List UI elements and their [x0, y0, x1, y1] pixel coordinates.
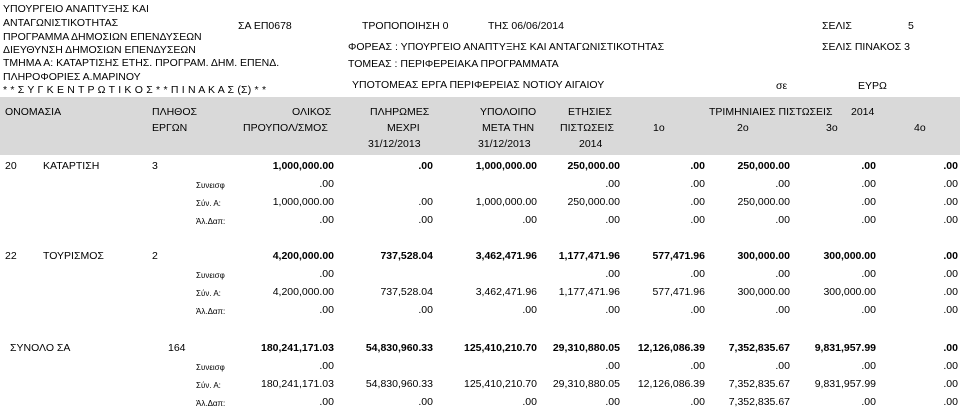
row-label: Σύν. Α:	[196, 199, 221, 208]
col-paid-2: ΜΕΧΡΙ	[387, 122, 420, 134]
cell-q3: .00	[861, 178, 876, 190]
page-number: 5	[908, 20, 914, 32]
cell-annual: 1,177,471.96	[558, 250, 620, 262]
cell-total: .00	[319, 268, 334, 280]
cell-q4: .00	[943, 396, 958, 408]
cell-annual: .00	[605, 214, 620, 226]
col-quarterly-year: 2014	[851, 106, 875, 118]
cell-q1: 577,471.96	[652, 250, 705, 262]
col-q2: 2ο	[737, 122, 749, 134]
cell-q2: .00	[775, 268, 790, 280]
ypotomeas-line: ΥΠΟΤΟΜΕΑΣ ΕΡΓΑ ΠΕΡΙΦΕΡΕΙΑΣ ΝΟΤΙΟΥ ΑΙΓΑΙΟΥ	[352, 79, 605, 91]
col-paid-3: 31/12/2013	[368, 138, 421, 150]
cell-annual: 250,000.00	[567, 160, 620, 172]
group-count: 3	[152, 160, 158, 172]
cell-rem: .00	[522, 214, 537, 226]
group-code: ΣΥΝΟΛΟ ΣΑ	[10, 342, 71, 354]
cell-q1: .00	[690, 360, 705, 372]
group-code: 22	[5, 250, 17, 262]
cell-total: 180,241,171.03	[261, 342, 334, 354]
row-label: Άλ.Δαπ:	[196, 307, 226, 316]
cell-q3: .00	[861, 396, 876, 408]
col-paid: ΠΛΗΡΩΜΕΣ	[370, 106, 430, 118]
cell-rem: 125,410,210.70	[464, 378, 537, 390]
cell-q1: .00	[690, 268, 705, 280]
cell-paid: 54,830,960.33	[365, 342, 433, 354]
cell-q4: .00	[943, 214, 958, 226]
currency: ΕΥΡΩ	[858, 80, 887, 92]
cell-annual: 29,310,880.05	[552, 378, 620, 390]
ministry-line-2: ΑΝΤΑΓΩΝΙΣΤΙΚΟΤΗΤΑΣ	[3, 17, 119, 29]
sa-code: ΣΑ ΕΠ0678	[238, 20, 292, 32]
col-name: ΟΝΟΜΑΣΙΑ	[5, 106, 62, 118]
cell-total: .00	[319, 304, 334, 316]
col-count-2: ΕΡΓΩΝ	[152, 122, 188, 134]
row-label: Συνεισφ	[196, 181, 225, 190]
cell-paid: .00	[418, 214, 433, 226]
modification-date: ΤΗΣ 06/06/2014	[488, 20, 564, 32]
cell-q3: .00	[861, 304, 876, 316]
cell-q3: 300,000.00	[823, 250, 876, 262]
col-quarterly: ΤΡΙΜΗΝΙΑΙΕΣ ΠΙΣΤΩΣΕΙΣ	[709, 106, 833, 118]
cell-total: 180,241,171.03	[261, 378, 334, 390]
cell-total: 4,200,000.00	[272, 286, 334, 298]
cell-q1: 12,126,086.39	[637, 342, 705, 354]
cell-q3: 9,831,957.99	[814, 342, 876, 354]
col-remaining-3: 31/12/2013	[478, 138, 531, 150]
cell-q4: .00	[943, 342, 958, 354]
col-q1: 1ο	[653, 122, 665, 134]
cell-q1: .00	[690, 304, 705, 316]
cell-q2: 7,352,835.67	[728, 342, 790, 354]
col-total-2: ΠΡΟΥΠΟΛ/ΣΜΟΣ	[243, 122, 328, 134]
cell-q2: 250,000.00	[737, 160, 790, 172]
cell-q1: 577,471.96	[652, 286, 705, 298]
cell-q2: 250,000.00	[737, 196, 790, 208]
unit-prefix: σε	[776, 80, 788, 92]
cell-paid: 54,830,960.33	[365, 378, 433, 390]
cell-rem: 1,000,000.00	[475, 196, 537, 208]
col-q3: 3ο	[826, 122, 838, 134]
directorate-line: ΔΙΕΥΘΥΝΣΗ ΔΗΜΟΣΙΩΝ ΕΠΕΝΔΥΣΕΩΝ	[3, 44, 196, 56]
cell-q2: 7,352,835.67	[728, 396, 790, 408]
cell-q4: .00	[943, 286, 958, 298]
cell-rem: 1,000,000.00	[475, 160, 537, 172]
cell-annual: .00	[605, 178, 620, 190]
cell-rem: 3,462,471.96	[475, 286, 537, 298]
cell-q3: 300,000.00	[823, 286, 876, 298]
cell-q2: .00	[775, 214, 790, 226]
cell-q1: .00	[690, 178, 705, 190]
cell-q4: .00	[943, 378, 958, 390]
ministry-line-1: ΥΠΟΥΡΓΕΙΟ ΑΝΑΠΤΥΞΗΣ ΚΑΙ	[3, 3, 149, 15]
cell-q1: .00	[690, 214, 705, 226]
cell-total: .00	[319, 214, 334, 226]
row-label: Σύν. Α:	[196, 381, 221, 390]
col-annual: ΕΤΗΣΙΕΣ	[568, 106, 612, 118]
row-label: Σύν. Α:	[196, 289, 221, 298]
cell-rem: .00	[522, 396, 537, 408]
modification-number: ΤΡΟΠΟΠΟΙΗΣΗ 0	[362, 20, 449, 32]
info-line: ΠΛΗΡΟΦΟΡΙΕΣ Α.ΜΑΡΙΝΟΥ	[3, 71, 141, 83]
cell-q2: 300,000.00	[737, 250, 790, 262]
col-total: ΟΛΙΚΟΣ	[292, 106, 332, 118]
col-annual-3: 2014	[579, 138, 603, 150]
summary-title: * * Σ Υ Γ Κ Ε Ν Τ Ρ Ω Τ Ι Κ Ο Σ * * Π Ι Ν Α Κ Α Σ (Σ) * *	[3, 84, 267, 96]
cell-total: 4,200,000.00	[272, 250, 334, 262]
cell-paid: .00	[418, 396, 433, 408]
group-count: 164	[168, 342, 186, 354]
col-remaining: ΥΠΟΛΟΙΠΟ	[480, 106, 537, 118]
cell-q4: .00	[943, 160, 958, 172]
cell-total: .00	[319, 178, 334, 190]
col-count: ΠΛΗΘΟΣ	[152, 106, 198, 118]
cell-paid: 737,528.04	[380, 250, 433, 262]
row-label: Συνεισφ	[196, 363, 225, 372]
cell-paid: .00	[418, 196, 433, 208]
cell-q4: .00	[943, 268, 958, 280]
cell-total: .00	[319, 396, 334, 408]
program-line: ΠΡΟΓΡΑΜΜΑ ΔΗΜΟΣΙΩΝ ΕΠΕΝΔΥΣΕΩΝ	[3, 31, 202, 43]
cell-q2: 300,000.00	[737, 286, 790, 298]
table-page: ΣΕΛΙΣ ΠΙΝΑΚΟΣ 3	[822, 41, 911, 53]
tomeas-line: ΤΟΜΕΑΣ : ΠΕΡΙΦΕΡΕΙΑΚΑ ΠΡΟΓΡΑΜΜΑΤΑ	[348, 58, 559, 70]
cell-q3: .00	[861, 268, 876, 280]
cell-q3: 9,831,957.99	[814, 378, 876, 390]
cell-q2: .00	[775, 178, 790, 190]
cell-paid: .00	[418, 304, 433, 316]
cell-rem: 125,410,210.70	[464, 342, 537, 354]
cell-q2: .00	[775, 360, 790, 372]
cell-total: 1,000,000.00	[272, 196, 334, 208]
row-label: Άλ.Δαπ:	[196, 217, 226, 226]
group-code: 20	[5, 160, 17, 172]
cell-annual: .00	[605, 360, 620, 372]
cell-q1: .00	[690, 196, 705, 208]
cell-q3: .00	[861, 160, 876, 172]
cell-q4: .00	[943, 250, 958, 262]
foreas-line: ΦΟΡΕΑΣ : ΥΠΟΥΡΓΕΙΟ ΑΝΑΠΤΥΞΗΣ ΚΑΙ ΑΝΤΑΓΩΝΙΣΤΙΚΟΤΗΤΑΣ	[348, 41, 665, 53]
cell-annual: .00	[605, 304, 620, 316]
group-name: ΤΟΥΡΙΣΜΟΣ	[43, 250, 104, 262]
cell-annual: .00	[605, 268, 620, 280]
col-q4: 4ο	[914, 122, 926, 134]
cell-q2: .00	[775, 304, 790, 316]
cell-q1: .00	[690, 160, 705, 172]
col-remaining-2: ΜΕΤΑ ΤΗΝ	[482, 122, 535, 134]
cell-total: .00	[319, 360, 334, 372]
page-label: ΣΕΛΙΣ	[822, 20, 852, 32]
cell-q3: .00	[861, 196, 876, 208]
cell-q3: .00	[861, 214, 876, 226]
cell-annual: 250,000.00	[567, 196, 620, 208]
cell-paid: .00	[418, 160, 433, 172]
cell-q4: .00	[943, 304, 958, 316]
group-name: ΚΑΤΑΡΤΙΣΗ	[43, 160, 100, 172]
cell-q2: 7,352,835.67	[728, 378, 790, 390]
cell-rem: .00	[522, 304, 537, 316]
col-annual-2: ΠΙΣΤΩΣΕΙΣ	[560, 122, 614, 134]
row-label: Συνεισφ	[196, 271, 225, 280]
cell-annual: .00	[605, 396, 620, 408]
department-line: ΤΜΗΜΑ Α: ΚΑΤΑΡΤΙΣΗΣ ΕΤΗΣ. ΠΡΟΓΡΑΜ. ΔΗΜ. ΕΠΕΝΔ.	[3, 57, 280, 69]
cell-q4: .00	[943, 178, 958, 190]
cell-q1: .00	[690, 396, 705, 408]
cell-paid: 737,528.04	[380, 286, 433, 298]
cell-q4: .00	[943, 196, 958, 208]
cell-total: 1,000,000.00	[272, 160, 334, 172]
cell-q3: .00	[861, 360, 876, 372]
group-count: 2	[152, 250, 158, 262]
cell-rem: 3,462,471.96	[475, 250, 537, 262]
cell-q1: 12,126,086.39	[637, 378, 705, 390]
cell-q4: .00	[943, 360, 958, 372]
cell-annual: 1,177,471.96	[558, 286, 620, 298]
row-label: Άλ.Δαπ:	[196, 399, 226, 408]
cell-annual: 29,310,880.05	[552, 342, 620, 354]
